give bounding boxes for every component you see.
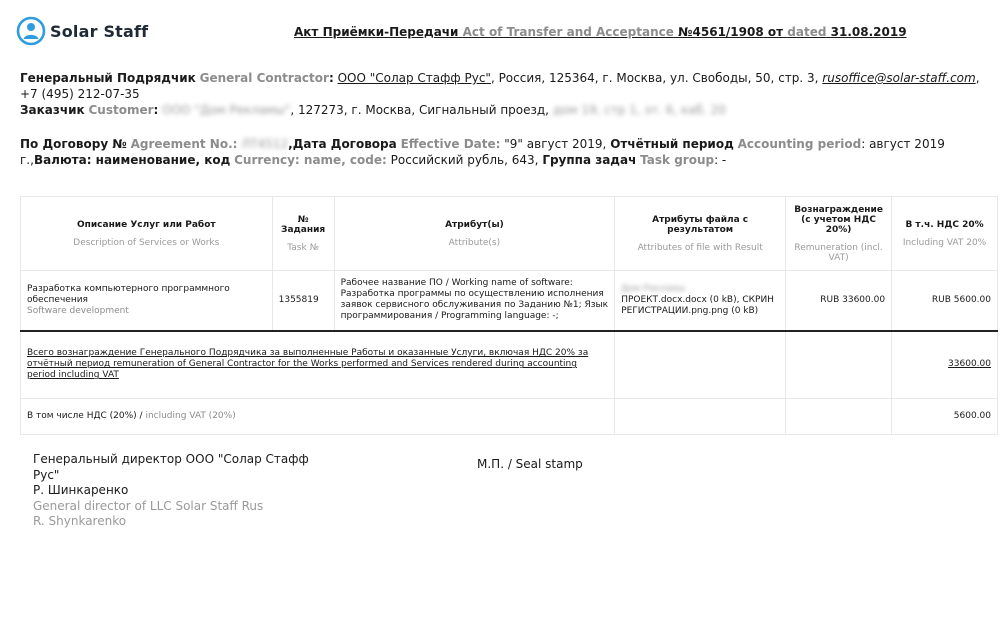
- task-group-label-en: Task group: [640, 153, 715, 167]
- cell-task-number: 1355819: [272, 271, 334, 331]
- customer-name-redacted: ООО "Дом Рекламы": [162, 103, 291, 117]
- act-date: 31.08.2019: [830, 25, 907, 39]
- director-name-en: R. Shynkarenko: [33, 514, 127, 528]
- vat-empty-cell-2: [786, 399, 892, 435]
- customer-label-en: Customer: [88, 103, 154, 117]
- contractor-email-link[interactable]: rusoffice@solar-staff.com: [822, 71, 976, 85]
- signature-block: [33, 452, 333, 530]
- header-file-attributes: Атрибуты файла с результатом Attributes of file with Result: [615, 197, 786, 271]
- cell-attributes: Рабочее название ПО / Working name of software: Разработка программы по осуществлению исполнения заявок сервисного обслуживания по Заданию №1; Язык программирования / Programming language: -;: [334, 271, 615, 331]
- customer-label-ru: Заказчик: [20, 103, 85, 117]
- contractor-line: Генеральный Подрядчик General Contractor: ООО "Солар Стафф Рус", Россия, 125364, г. Москва, ул. Свободы, 50, стр. 3, rusoffice@solar-staff.com,: [20, 71, 980, 85]
- agreement-label-ru: По Договору №: [20, 137, 127, 151]
- customer-colon: :: [153, 103, 159, 117]
- cell-file-attributes: [615, 271, 786, 331]
- header-description: Описание Услуг или Работ Description of Services or Works: [21, 197, 273, 271]
- agreement-section: По Договору № Agreement No.: ЛТ4512,Дата Договора Effective Date: "9" август 2019, Отчётный период Accounting period: август 2019 г.,Валюта: наименование, код Currency: name, code: Российский рубль, 643, Группа задач Task group: -: [20, 137, 945, 167]
- effective-date-label-ru: Дата Договора: [292, 137, 397, 151]
- services-table: [20, 196, 998, 435]
- seal-stamp-label: М.П. / Seal stamp: [477, 457, 583, 471]
- contractor-address: , Россия, 125364, г. Москва, ул. Свободы, 50, стр. 3,: [490, 71, 823, 85]
- header-remuneration: Вознаграждение (с учетом НДС 20%) Remuneration (incl. VAT): [786, 197, 892, 271]
- header-vat: В т.ч. НДС 20% Including VAT 20%: [892, 197, 998, 271]
- vat-total-amount: 5600.00: [892, 399, 998, 435]
- contractor-colon: :: [328, 71, 334, 85]
- header-task-number: № Задания Task №: [272, 197, 334, 271]
- agreement-number-redacted: ЛТ4512: [241, 137, 289, 151]
- file-list: ПРОЕКТ.docx.docx (0 kB), СКРИН РЕГИСТРАЦИИ.png.png (0 kB): [621, 294, 774, 316]
- director-name-ru: Р. Шинкаренко: [33, 483, 129, 497]
- period-label-ru: Отчётный период: [610, 137, 734, 151]
- contractor-phone: +7 (495) 212-07-35: [20, 87, 140, 101]
- vat-total-label: В том числе НДС (20%) / including VAT (20%): [21, 399, 615, 435]
- customer-line: [20, 102, 980, 118]
- title-dated: dated: [787, 25, 827, 39]
- description-en: Software development: [27, 305, 129, 316]
- total-description: Всего вознаграждение Генерального Подрядчика за выполненные Работы и оказанные Услуги, включая НДС 20% за отчётный период remuneration of General Contractor for the Works performed and Services rendered during accounting period including VAT: [21, 331, 615, 399]
- file-redacted: Дом Рекламы: [621, 283, 685, 294]
- director-title-ru: Генеральный директор ООО "Солар Стафф Рус": [33, 452, 309, 482]
- customer-address: , 127273, г. Москва, Сигнальный проезд,: [290, 103, 553, 117]
- vat-empty-cell: [615, 399, 786, 435]
- task-group-value: : -: [714, 153, 727, 167]
- task-group-label-ru: Группа задач: [542, 153, 637, 167]
- table-header-row: [21, 197, 998, 271]
- currency-label-en: Currency: name, code:: [234, 153, 387, 167]
- period-label-en: Accounting period: [737, 137, 862, 151]
- cell-remuneration: RUB 33600.00: [786, 271, 892, 331]
- director-title-en: General director of LLC Solar Staff Rus: [33, 498, 264, 513]
- cell-description: [21, 271, 273, 331]
- cell-vat: RUB 5600.00: [892, 271, 998, 331]
- contractor-name: ООО "Солар Стафф Рус": [337, 71, 491, 85]
- vat-total-row: [21, 399, 998, 435]
- parties-section: [20, 70, 980, 118]
- title-ru: Акт Приёмки-Передачи: [294, 25, 459, 39]
- solar-staff-logo-icon: [16, 16, 46, 46]
- document-title: [294, 25, 907, 39]
- table-row: [21, 271, 998, 331]
- currency-value: Российский рубль, 643,: [390, 153, 539, 167]
- effective-date-label-en: Effective Date:: [400, 137, 501, 151]
- total-row: [21, 331, 998, 399]
- header-attributes: Атрибут(ы) Attribute(s): [334, 197, 615, 271]
- customer-address-redacted: дом 19, стр 1, эт. 6, каб. 20: [552, 103, 726, 117]
- total-empty-cell-2: [786, 331, 892, 399]
- title-ot: от: [767, 25, 784, 39]
- total-amount: 33600.00: [892, 331, 998, 399]
- act-number: №4561/1908: [678, 25, 764, 39]
- currency-label-ru: Валюта: наименование, код: [33, 153, 231, 167]
- contractor-label-en: General Contractor: [199, 71, 329, 85]
- contractor-label-ru: Генеральный Подрядчик: [20, 71, 196, 85]
- total-empty-cell: [615, 331, 786, 399]
- solar-staff-logo: [16, 16, 148, 46]
- effective-date-value: "9" август 2019,: [504, 137, 607, 151]
- agreement-label-en: Agreement No.:: [130, 137, 238, 151]
- title-en: Act of Transfer and Acceptance: [462, 25, 674, 39]
- period-value: : август 2019 г.,: [20, 137, 945, 167]
- brand-name: Solar Staff: [50, 21, 149, 41]
- description-ru: Разработка компьютерного программного обеспечения: [27, 283, 230, 305]
